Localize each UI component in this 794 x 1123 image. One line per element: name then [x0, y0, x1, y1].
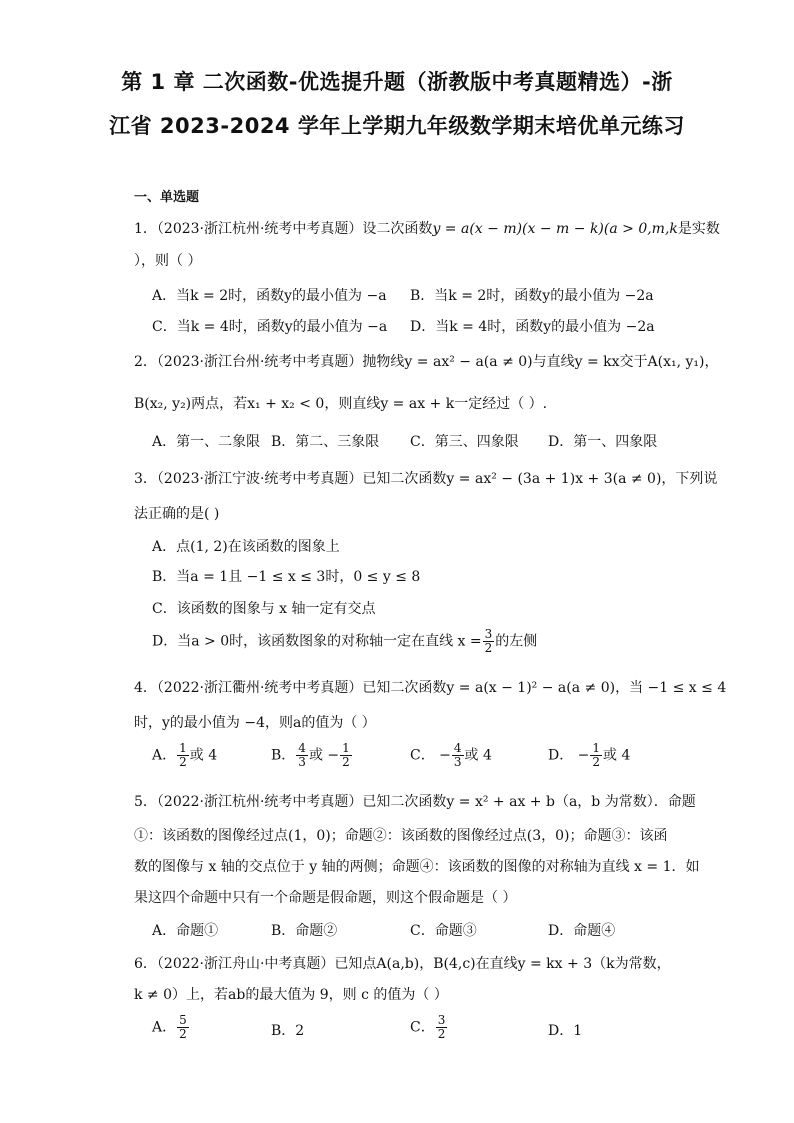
question-5-stem-line-4: 果这四个命题中只有一个命题是假命题，则这个假命题是（ ）: [134, 890, 517, 906]
question-1-stem-line-1: [134, 218, 720, 238]
document-title-line-1: 第 1 章 二次函数-优选提升题（浙教版中考真题精选）-浙: [121, 70, 673, 94]
q2-option-d: D．第一、四象限: [548, 434, 658, 450]
q6-option-d: D．1: [548, 1023, 583, 1039]
q3-option-b: B．当a = 1且 −1 ≤ x ≤ 3时，0 ≤ y ≤ 8: [152, 569, 421, 585]
q4-option-d-suffix: 或 4: [603, 747, 631, 764]
q2-option-b: B．第二、三象限: [271, 434, 380, 450]
question-4-stem-line-1: 4．（2022·浙江衢州·统考中考真题）已知二次函数y = a(x − 1)² − a(a ≠ 0)，当 −1 ≤ x ≤ 4: [134, 680, 727, 696]
q1-option-c: C．当k = 4时，函数y的最小值为 −a: [152, 319, 388, 335]
question-3-stem-line-2: 法正确的是( ): [134, 506, 220, 522]
q4-option-a-prefix: A．: [152, 747, 177, 764]
q1-option-d: D．当k = 4时，函数y的最小值为 −2a: [410, 319, 655, 335]
q4-option-b-middle: 或 −: [308, 747, 340, 764]
q4-option-c-prefix: C． −: [410, 747, 451, 764]
fraction-numerator: 1: [179, 741, 187, 755]
fraction-denominator: 3: [453, 755, 462, 769]
question-2-stem-line-1: 2．（2023·浙江台州·统考中考真题）抛物线y = ax² − a(a ≠ 0)与直线y = kx交于A(x₁, y₁)，: [134, 354, 719, 370]
fraction-denominator: 2: [437, 1027, 446, 1041]
q4-option-c: [410, 742, 492, 769]
document-title-line-2: 江省 2023-2024 学年上学期九年级数学期末培优单元练习: [109, 114, 685, 138]
q4-option-b: [271, 742, 353, 769]
q2-option-c: C．第三、四象限: [410, 434, 519, 450]
question-1-stem-line-2: ），则（ ）: [134, 253, 202, 269]
fraction-numerator: 4: [453, 741, 462, 755]
q4-option-a-fraction: [177, 742, 189, 769]
q6-option-a: [152, 1014, 190, 1041]
q3-option-d-prefix: D．当a > 0时，该函数图象的对称轴一定在直线 x =: [152, 633, 482, 650]
q5-option-b: B．命题②: [271, 923, 338, 939]
q6-option-a-prefix: A．: [152, 1019, 177, 1036]
q3-option-d-fraction: [483, 628, 495, 655]
question-5-stem-line-2: ①：该函数的图像经过点(1，0)；命题②：该函数的图像经过点(3，0)；命题③：该函: [134, 828, 668, 844]
q4-option-b-fraction-2: [340, 742, 352, 769]
q6-option-c: [410, 1014, 448, 1041]
q6-option-b: B．2: [271, 1023, 305, 1039]
q3-option-a: A．点(1, 2)在该函数的图象上: [152, 539, 340, 555]
fraction-denominator: 2: [179, 755, 187, 769]
fraction-numerator: 4: [298, 741, 306, 755]
q1-formula: y = a(x − m)(x − m − k)(a > 0,m,k: [432, 221, 678, 237]
q1-stem-text: 1．（2023·浙江杭州·统考中考真题）设二次函数: [134, 221, 433, 237]
q5-option-c: C．命题③: [410, 923, 477, 939]
fraction-denominator: 2: [179, 1027, 187, 1041]
q3-option-d: [152, 628, 537, 655]
q6-option-c-fraction: [436, 1014, 448, 1041]
q2-option-a: A．第一、二象限: [152, 434, 261, 450]
q5-option-d: D．命题④: [548, 923, 616, 939]
q4-option-b-fraction-1: [296, 742, 308, 769]
q5-option-a: A．命题①: [152, 923, 219, 939]
q4-option-b-prefix: B．: [271, 747, 296, 764]
q4-option-c-suffix: 或 4: [464, 747, 492, 764]
question-4-stem-line-2: 时，y的最小值为 −4，则a的值为（ ）: [134, 715, 376, 731]
q4-option-d-prefix: D． −: [548, 747, 590, 764]
q1-option-b: B．当k = 2时，函数y的最小值为 −2a: [410, 288, 654, 304]
fraction-denominator: 2: [342, 755, 350, 769]
q4-option-d-fraction: [590, 742, 602, 769]
q4-option-a: [152, 742, 217, 769]
q1-option-a: A．当k = 2时，函数y的最小值为 −a: [152, 288, 387, 304]
question-6-stem-line-2: k ≠ 0）上，若ab的最大值为 9，则 c 的值为（ ）: [134, 987, 448, 1003]
fraction-denominator: 2: [484, 641, 493, 655]
q3-option-d-suffix: 的左侧: [495, 633, 538, 650]
fraction-numerator: 5: [179, 1013, 187, 1027]
question-2-stem-line-2: B(x₂, y₂)两点，若x₁ + x₂ < 0，则直线y = ax + k一定经过（ ）.: [134, 396, 548, 412]
q6-option-a-fraction: [177, 1014, 189, 1041]
section-heading: 一、单选题: [134, 190, 200, 205]
question-3-stem-line-1: 3．（2023·浙江宁波·统考中考真题）已知二次函数y = ax² − (3a + 1)x + 3(a ≠ 0)，下列说: [134, 471, 718, 487]
q3-option-c: C．该函数的图象与 x 轴一定有交点: [152, 601, 376, 617]
fraction-numerator: 1: [342, 741, 350, 755]
q4-option-c-fraction: [452, 742, 464, 769]
question-5-stem-line-3: 数的图像与 x 轴的交点位于 y 轴的两侧；命题④：该函数的图像的对称轴为直线 x = 1．如: [134, 859, 700, 875]
question-6-stem-line-1: 6．（2022·浙江舟山·中考真题）已知点A(a,b)，B(4,c)在直线y = kx + 3（k为常数，: [134, 956, 671, 972]
q4-option-d: [548, 742, 630, 769]
fraction-numerator: 1: [592, 741, 601, 755]
fraction-denominator: 3: [298, 755, 306, 769]
q1-stem-end: 是实数: [677, 221, 720, 237]
q6-option-c-prefix: C．: [410, 1019, 435, 1036]
q4-option-a-suffix: 或 4: [189, 747, 218, 764]
fraction-denominator: 2: [592, 755, 601, 769]
fraction-numerator: 3: [437, 1013, 446, 1027]
question-5-stem-line-1: 5．（2022·浙江杭州·统考中考真题）已知二次函数y = x² + ax + b（a，b 为常数）．命题: [134, 794, 696, 810]
fraction-numerator: 3: [484, 627, 493, 641]
